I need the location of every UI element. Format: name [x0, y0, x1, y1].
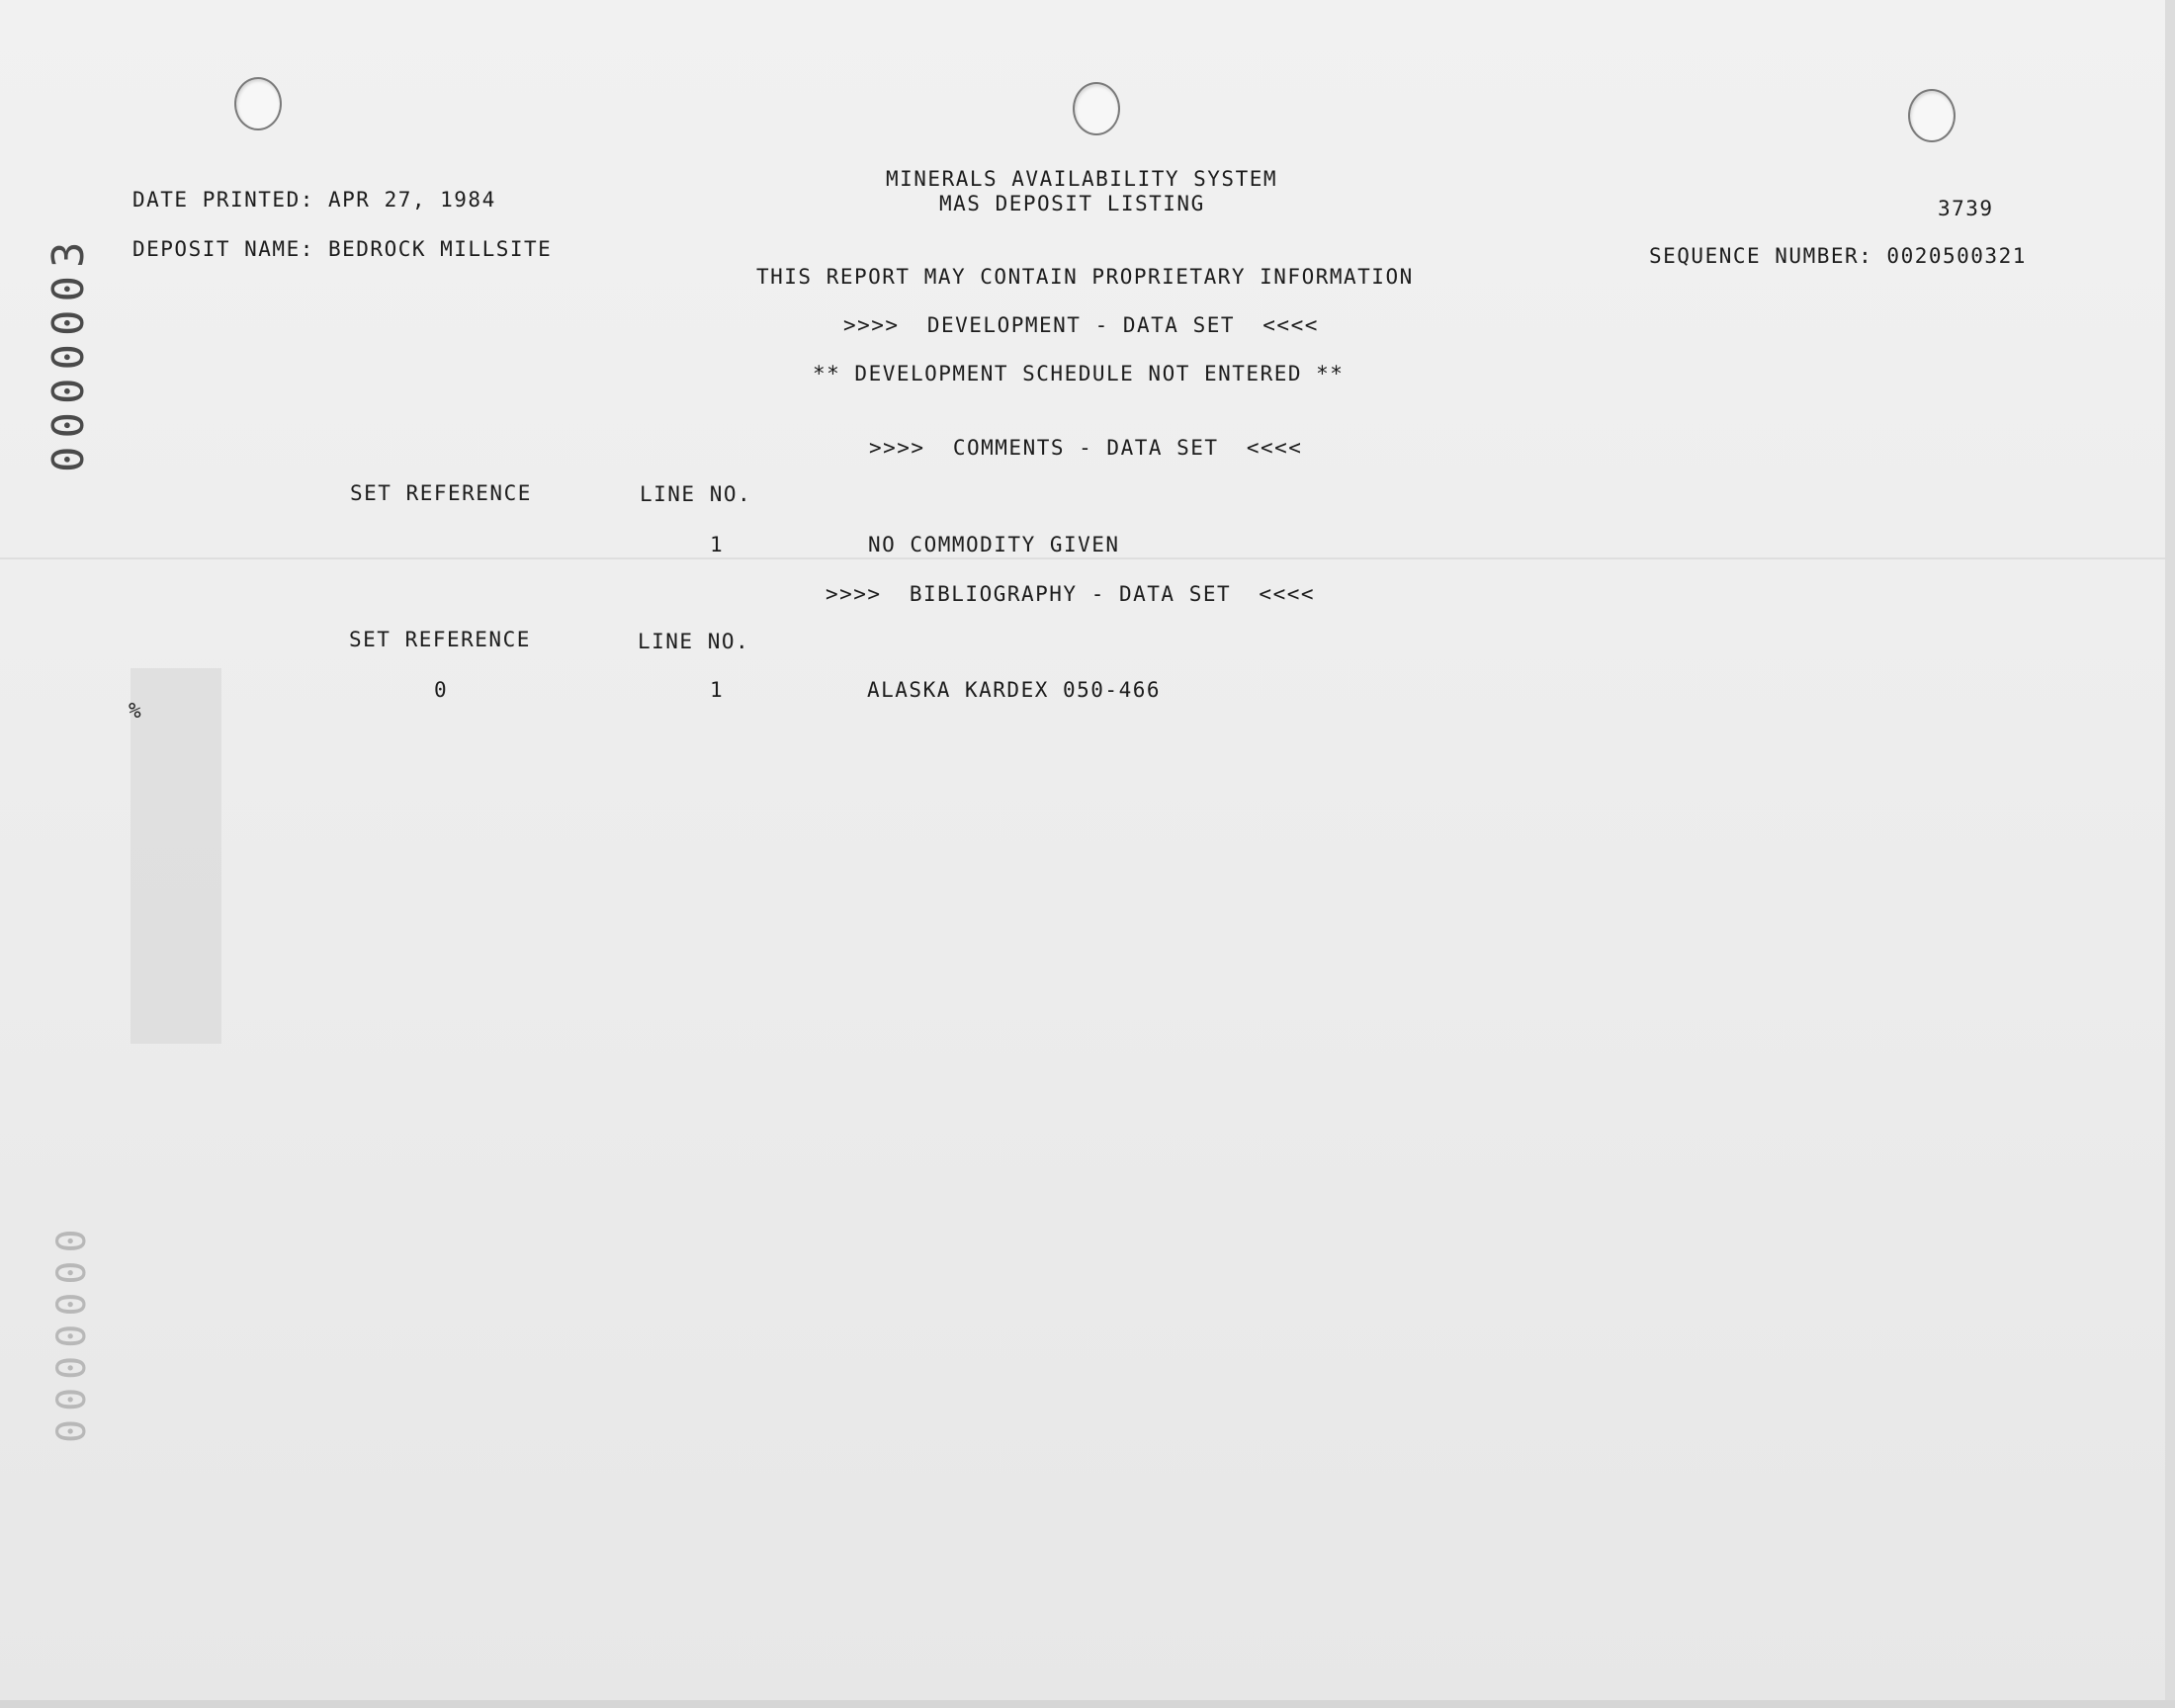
page-edge-bottom — [0, 1700, 2175, 1708]
punch-hole-center — [1073, 82, 1120, 135]
date-printed: DATE PRINTED: APR 27, 1984 — [132, 188, 496, 212]
percent-mark: % — [129, 699, 143, 723]
development-notice: ** DEVELOPMENT SCHEDULE NOT ENTERED ** — [813, 362, 1345, 385]
show-through-mark — [130, 668, 221, 1044]
comments-row-text: NO COMMODITY GIVEN — [868, 533, 1120, 556]
bibliography-section-title: >>>> BIBLIOGRAPHY - DATA SET <<<< — [826, 582, 1316, 606]
sequence-number: SEQUENCE NUMBER: 0020500321 — [1649, 244, 2027, 268]
listing-title: MAS DEPOSIT LISTING — [939, 192, 1205, 215]
comments-section-title: >>>> COMMENTS - DATA SET <<<< — [869, 436, 1303, 460]
page-edge-right — [2165, 0, 2175, 1708]
bibliography-col-set-reference: SET REFERENCE — [349, 628, 531, 651]
development-section-title: >>>> DEVELOPMENT - DATA SET <<<< — [843, 313, 1319, 337]
comments-row-line-no: 1 — [710, 533, 725, 556]
page-number: 3739 — [1938, 197, 1994, 220]
page-fold-line — [0, 557, 2175, 559]
bibliography-row-text: ALASKA KARDEX 050-466 — [867, 678, 1162, 702]
system-title: MINERALS AVAILABILITY SYSTEM — [886, 167, 1278, 191]
punch-hole-left — [234, 77, 282, 130]
bibliography-col-line-no: LINE NO. — [638, 630, 750, 653]
deposit-name: DEPOSIT NAME: BEDROCK MILLSITE — [132, 237, 553, 261]
comments-col-set-reference: SET REFERENCE — [350, 481, 532, 505]
comments-col-line-no: LINE NO. — [640, 482, 752, 506]
punch-hole-right — [1908, 89, 1956, 142]
frame-number: 0000003 — [44, 233, 94, 472]
bibliography-row-set-reference: 0 — [434, 678, 449, 702]
bibliography-row-line-no: 1 — [710, 678, 725, 702]
proprietary-notice: THIS REPORT MAY CONTAIN PROPRIETARY INFORMATION — [756, 265, 1414, 289]
faint-frame-number: 0000000 — [49, 1221, 95, 1443]
